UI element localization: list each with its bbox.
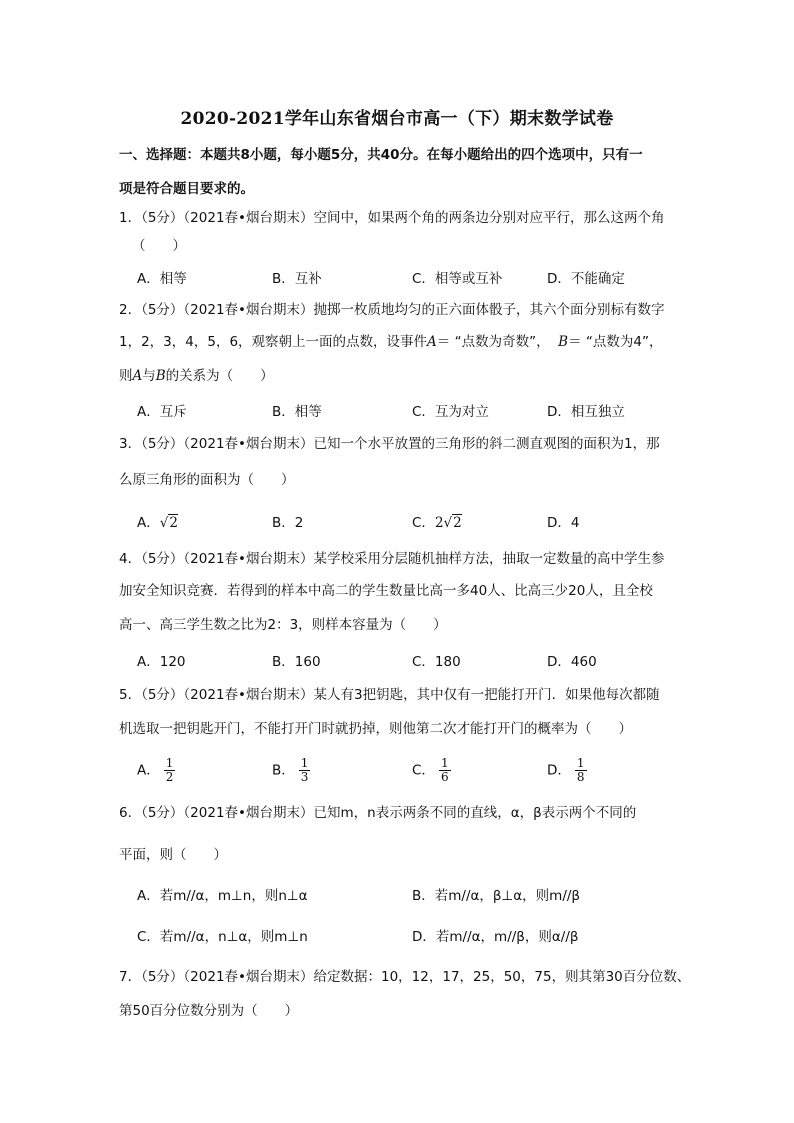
q4-stem-cont2: 高一、高三学生数之比为2：3，则样本容量为（ ） [119, 617, 447, 633]
q3-option-a: A．√2 [137, 515, 178, 531]
q6-option-b: B．若m//α，β⊥α，则m//β [412, 888, 581, 904]
fraction: $\frac{1}{2}$ [165, 756, 174, 784]
fraction: $\frac{1}{3}$ [300, 756, 309, 784]
q3-option-c: C．2√2 [412, 515, 462, 531]
q2-option-b: B．相等 [272, 404, 322, 420]
event-b: B [558, 334, 569, 350]
sqrt-symbol: √2 [159, 515, 178, 531]
q3-stem-cont: 么原三角形的面积为（ ） [119, 472, 295, 488]
q4-option-a: A．120 [137, 654, 186, 670]
q5-stem-cont: 机选取一把钥匙开门，不能打开门时就扔掉，则他第二次才能打开门的概率为（ ） [119, 721, 632, 737]
q1-option-c: C．相等或互补 [412, 271, 503, 287]
q5-option-b: B． $\frac{1}{3}$ [272, 756, 309, 784]
q1-option-d: D．不能确定 [547, 271, 625, 287]
q1-option-a: A．相等 [137, 271, 187, 287]
q5-option-d: D． $\frac{1}{8}$ [547, 756, 585, 784]
q3-option-d: D．4 [547, 515, 580, 531]
q5-option-a: A． $\frac{1}{2}$ [137, 756, 174, 784]
q2-option-d: D．相互独立 [547, 404, 625, 420]
section-heading: 一、选择题：本题共8小题，每小题5分，共40分。在每小题给出的四个选项中，只有一 [119, 147, 643, 163]
q5-stem: 5．（5分）（2021春•烟台期末）某人有3把钥匙，其中仅有一把能打开门．如果他每次都随 [119, 687, 660, 703]
q4-option-b: B．160 [272, 654, 321, 670]
q2-option-a: A．互斥 [137, 404, 187, 420]
q1-option-b: B．互补 [272, 271, 322, 287]
event-a: A [427, 334, 437, 350]
q1-stem-cont: （ ） [132, 238, 186, 254]
fraction: $\frac{1}{8}$ [576, 756, 585, 784]
q2-stem: 2．（5分）（2021春•烟台期末）抛掷一枚质地均匀的正六面体骰子，其六个面分别标有数字 [119, 302, 665, 318]
q6-option-c: C．若m//α，n⊥α，则m⊥n [137, 929, 308, 945]
section-heading-cont: 项是符合题目要求的。 [119, 181, 254, 197]
q4-option-d: D．460 [547, 654, 597, 670]
q2-stem-cont: 1，2，3，4，5，6，观察朝上一面的点数，设事件A＝ “点数为奇数”， B＝ “点数为4”， [119, 334, 663, 350]
q2-stem-cont2: 则A与B的关系为（ ） [119, 368, 274, 384]
q6-option-d: D．若m//α，m//β，则α//β [412, 929, 579, 945]
q6-option-a: A．若m//α，m⊥n，则n⊥α [137, 888, 308, 904]
q2-option-c: C．互为对立 [412, 404, 489, 420]
q3-option-b: B．2 [272, 515, 304, 531]
q5-option-c: C． $\frac{1}{6}$ [412, 756, 449, 784]
q4-stem-cont: 加安全知识竞赛．若得到的样本中高二的学生数量比高一多40人、比高三少20人，且全校 [119, 583, 653, 599]
q6-stem-cont: 平面，则（ ） [119, 847, 227, 863]
q7-stem: 7．（5分）（2021春•烟台期末）给定数据：10，12，17，25，50，75，则其第30百分位数、 [119, 969, 691, 985]
q6-stem: 6．（5分）（2021春•烟台期末）已知m，n表示两条不同的直线，α，β表示两个不同的 [119, 805, 637, 821]
q1-stem: 1．（5分）（2021春•烟台期末）空间中，如果两个角的两条边分别对应平行，那么这两个角 [119, 210, 665, 226]
q7-stem-cont: 第50百分位数分别为（ ） [119, 1003, 299, 1019]
fraction: $\frac{1}{6}$ [440, 756, 449, 784]
q4-option-c: C．180 [412, 654, 461, 670]
q3-stem: 3．（5分）（2021春•烟台期末）已知一个水平放置的三角形的斜二测直观图的面积为1，那 [119, 436, 660, 452]
page-title: 2020-2021学年山东省烟台市高一（下）期末数学试卷 [180, 109, 614, 129]
q4-stem: 4．（5分）（2021春•烟台期末）某学校采用分层随机抽样方法，抽取一定数量的高中学生参 [119, 551, 665, 567]
